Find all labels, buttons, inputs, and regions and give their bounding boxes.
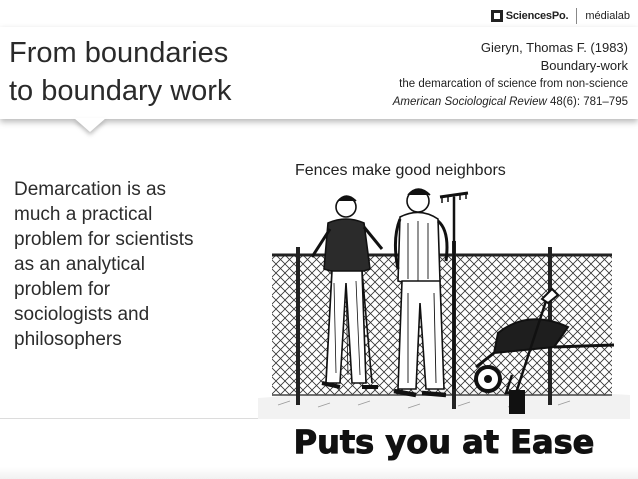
logo-group xyxy=(491,6,630,26)
citation-journal xyxy=(328,93,628,111)
body-line: problem for scientists xyxy=(14,229,194,250)
fence-illustration xyxy=(258,183,630,469)
sciencespo-logo-icon xyxy=(491,10,503,22)
citation-author: Gieryn, Thomas F. (1983) xyxy=(480,40,628,55)
sciencespo-logo xyxy=(491,10,569,22)
slide-title-line-2: to boundary work xyxy=(9,75,232,107)
body-line: Demarcation is as xyxy=(14,179,167,200)
divider xyxy=(0,418,258,419)
citation xyxy=(328,39,628,111)
illustration-slogan: Puts you at Ease xyxy=(293,423,595,461)
medialab-logo: médialab xyxy=(585,10,630,22)
body-line: problem for xyxy=(14,279,111,300)
body-line: philosophers xyxy=(14,329,122,350)
citation-title: Boundary-work xyxy=(540,58,628,73)
citation-volume: 48(6): 781–795 xyxy=(546,96,628,108)
body-text xyxy=(14,177,229,352)
sciencespo-logo-text: SciencesPo. xyxy=(505,10,569,22)
body-line: as an analytical xyxy=(14,254,145,275)
citation-journal-name: American Sociological Review xyxy=(392,96,547,108)
image-caption: Fences make good neighbors xyxy=(295,162,506,179)
body-line: sociologists and xyxy=(14,304,150,325)
footer-shading xyxy=(0,467,638,479)
logo-divider xyxy=(576,8,577,24)
slide-title-line-1: From boundaries xyxy=(9,37,229,69)
body-line: much a practical xyxy=(14,204,153,225)
slide-title xyxy=(9,34,309,110)
citation-subtitle: the demarcation of science from non-science xyxy=(399,78,628,90)
